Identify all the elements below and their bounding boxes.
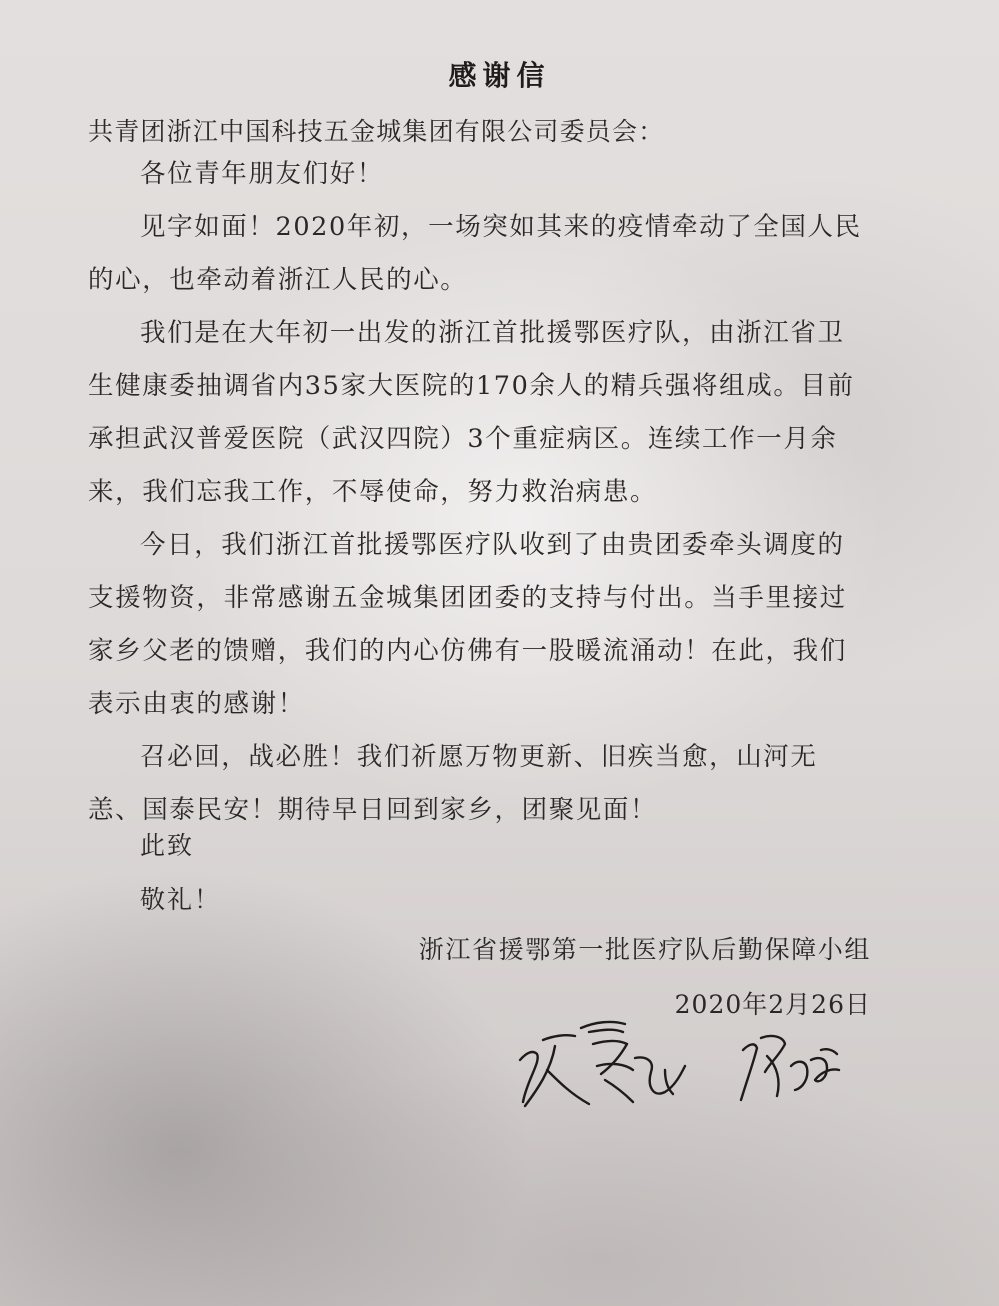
closing-jingli: 敬礼！ [140, 885, 222, 914]
closing-cizhi: 此致 [140, 831, 195, 860]
handwritten-signature [515, 1010, 855, 1120]
paragraph-medical-team: 我们是在大年初一出发的浙江首批援鄂医疗队，由浙江省卫生健康委抽调省内35家大医院的170余人的精兵强将组成。目前承担武汉普爱医院（武汉四院）3个重症病区。连续工作一月余来，我们忘我工作，不辱使命，努力救治病患。 [88, 318, 855, 507]
letter-date: 2020年2月26日 [674, 990, 871, 1019]
paragraph-intro: 见字如面！2020年初，一场突如其来的疫情牵动了全国人民的心，也牵动着浙江人民的心。 [88, 212, 862, 295]
paragraph-thanks: 今日，我们浙江首批援鄂医疗队收到了由贵团委牵头调度的支援物资，非常感谢五金城集团团委的支持与付出。当手里接过家乡父老的馈赠，我们的内心仿佛有一股暖流涌动！在此，我们表示由衷的感谢！ [88, 530, 847, 719]
letter-body [88, 148, 863, 837]
signature-organization: 浙江省援鄂第一批医疗队后勤保障小组 [418, 935, 871, 964]
paragraph-wishes: 召必回，战必胜！我们祈愿万物更新、旧疾当愈，山河无恙、国泰民安！期待早日回到家乡，团聚见面！ [88, 742, 818, 825]
paragraph-greeting: 各位青年朋友们好！ [140, 159, 384, 189]
letter-salutation: 共青团浙江中国科技五金城集团有限公司委员会： [88, 117, 665, 146]
letter-title: 感谢信 [448, 59, 551, 92]
